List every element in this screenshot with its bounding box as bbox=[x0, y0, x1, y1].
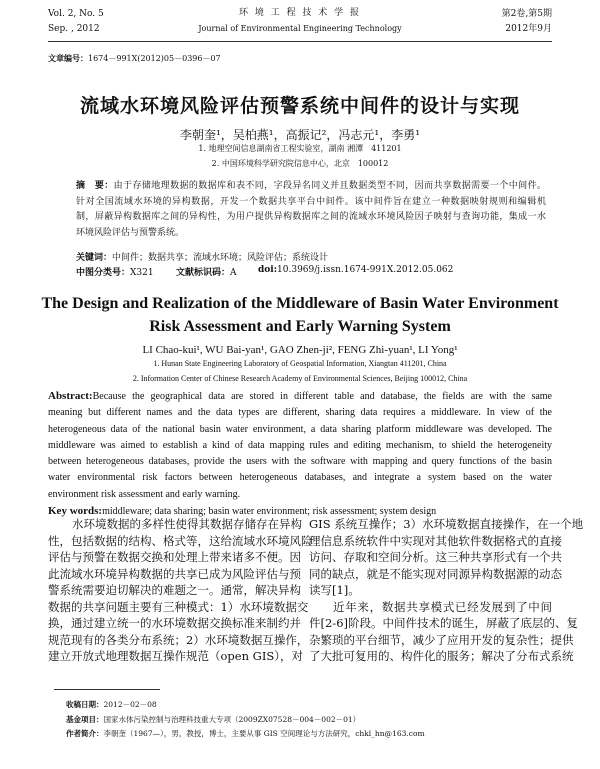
footnote-value: 李朝奎（1967—），男，教授，博士，主要从事 GIS 空间理论与方法研究，chkl_hn@163.com bbox=[103, 729, 425, 738]
body-line: 警系统需要迫切解决的难题之一。通常，解决异构 bbox=[48, 583, 301, 597]
body-line: GIS 系统互操作；3）水环境数据直接操作，在一个地 bbox=[309, 517, 584, 531]
body-column-right bbox=[309, 516, 584, 665]
title-en bbox=[0, 292, 600, 338]
abstract-en bbox=[48, 388, 552, 520]
footnote-label: 作者简介： bbox=[66, 729, 104, 738]
date-cn: 2012年9月 bbox=[505, 24, 552, 34]
abstract-en-label: Abstract: bbox=[48, 390, 93, 402]
title-en-line-1: The Design and Realization of the Middleware of Basin Water Environment bbox=[41, 295, 559, 312]
footnote-received bbox=[66, 698, 425, 713]
doi-label: doi: bbox=[258, 265, 278, 275]
body-line: 建立开放式地理数据互操作规范（open GIS），对 bbox=[48, 649, 304, 663]
affiliation-en-1: 1. Hunan State Engineering Laboratory of Geospatial Information, Xiangtan 411201, China bbox=[153, 359, 447, 368]
body-line: 同的缺点，就是不能实现对同源异构数据源的动态 bbox=[309, 566, 562, 581]
body-column-left bbox=[48, 516, 313, 665]
abstract-cn-line: 制，屏蔽异构数据库之间的异构性，为用户提供异构数据库之间的流域水环境风险因子映射与查询功能，集成一水 bbox=[76, 212, 546, 222]
abstract-cn-label: 摘 要： bbox=[76, 181, 114, 191]
affiliation-en-2: 2. Information Center of Chinese Research Academy of Environmental Sciences, Beijing 100012, China bbox=[132, 374, 468, 383]
body-line: 规范现有的各类分布系统；2）水环境数据互操作， bbox=[48, 632, 309, 647]
body-line: 了大批可复用的、构件化的服务；解决了分布式系统 bbox=[309, 649, 574, 663]
keywords-cn-label: 关键词： bbox=[76, 253, 113, 263]
journal-name-en: Journal of Environmental Engineering Technology bbox=[198, 24, 402, 33]
footnotes bbox=[66, 698, 425, 742]
footnote-label: 收稿日期： bbox=[66, 700, 104, 709]
footnote-value: 国家水体污染控制与治理科技重大专项（2009ZX07528－004－002－01） bbox=[103, 714, 361, 724]
footnote-label: 基金项目： bbox=[66, 714, 104, 724]
body-line: 评估与预警在数据交换和处理上带来诸多不便。因 bbox=[48, 550, 301, 564]
footnote-rule bbox=[54, 689, 160, 690]
classification-label: 中图分类号： bbox=[76, 268, 131, 278]
keywords-en-value: middleware; data sharing; basin water environment; risk assessment; system design bbox=[102, 506, 437, 518]
authors-en: LI Chao-kui¹, WU Bai-yan¹, GAO Zhen-ji², FENG Zhi-yuan¹, LI Yong¹ bbox=[142, 344, 458, 356]
volume-en: Vol. 2, No. 5 bbox=[48, 9, 104, 19]
doi-value: 10.3969/j.issn.1674-991X.2012.05.062 bbox=[277, 265, 454, 275]
journal-name-cn: 环 境 工 程 技 术 学 报 bbox=[238, 8, 362, 18]
abstract-en-line: heterogeneous data of the national basin water environment, a data sharing platform middleware was developed. The bbox=[48, 423, 552, 435]
keywords-en-label: Key words: bbox=[48, 505, 103, 518]
abstract-cn-text: 由于存储地理数据的数据库和表不同，字段异名同义并且数据类型不同，因而共享数据需要一个中间件。 bbox=[113, 181, 546, 191]
body-line: 访问、存取和空间分析。这三种共享形式有一个共 bbox=[309, 550, 562, 564]
abstract-en-line: between heterogeneous databases, provide the users with the software with mapping and query functions of the basin bbox=[48, 456, 552, 468]
keywords-cn-value: 中间件；数据共享；流域水环境；风险评估；系统设计 bbox=[112, 253, 329, 263]
body-line: 读写[1]。 bbox=[309, 583, 360, 597]
abstract-cn-line bbox=[76, 179, 546, 195]
title-cn: 流域水环境风险评估预警系统中间件的设计与实现 bbox=[79, 95, 520, 117]
doc-code-label: 文献标识码： bbox=[176, 268, 231, 278]
body-line: 水环境数据的多样性使得其数据存储存在异构 bbox=[72, 517, 302, 531]
body-line: 杂繁琐的平台细节，减少了应用开发的复杂性；提供 bbox=[309, 632, 574, 647]
classification-value: X321 bbox=[130, 268, 154, 278]
article-number bbox=[48, 53, 221, 64]
article-number-value: 1674－991X(2012)05－0396－07 bbox=[88, 54, 221, 63]
abstract-en-line: environment risk assessment and early warning. bbox=[48, 488, 241, 500]
authors-cn: 李朝奎¹，吴柏燕¹，高振记²，冯志元¹，李勇¹ bbox=[179, 128, 421, 142]
abstract-cn-line: 针对全国流域水环境的异构数据，开发一个数据共享平台中间件。该中间件旨在建立一种数据映射规则和编辑机 bbox=[76, 196, 546, 207]
abstract-en-line bbox=[48, 388, 552, 405]
body-line: 数据的共享问题主要有三种模式：1）水环境数据交 bbox=[48, 599, 309, 614]
footnote-funding bbox=[66, 713, 425, 728]
abstract-cn-line: 环境风险评估与预警系统。 bbox=[76, 227, 185, 238]
footnote-author bbox=[66, 727, 425, 742]
header-rule bbox=[48, 41, 552, 42]
title-en-line-2: Risk Assessment and Early Warning System bbox=[149, 318, 451, 335]
footnote-value: 2012－02－08 bbox=[103, 700, 157, 709]
article-number-label: 文章编号： bbox=[48, 53, 88, 63]
abstract-cn bbox=[76, 179, 546, 241]
keywords-cn bbox=[76, 250, 328, 263]
doc-code-value: A bbox=[230, 268, 237, 278]
affiliation-cn-1: 1. 地理空间信息湖南省工程实验室，湖南 湘潭 411201 bbox=[198, 144, 402, 153]
affiliation-cn-2: 2. 中国环境科学研究院信息中心，北京 100012 bbox=[211, 159, 389, 168]
classification-line bbox=[76, 265, 546, 278]
volume-cn: 第2卷,第5期 bbox=[501, 9, 552, 19]
abstract-en-text: Because the geographical data are stored in different table and database, the fields are with the same bbox=[92, 391, 552, 402]
body-line: 换，通过建立统一的水环境数据交换标准来制约并 bbox=[48, 616, 301, 630]
date-en: Sep. , 2012 bbox=[48, 24, 100, 34]
abstract-en-line: water environmental risk factors between heterogeneous databases, and integrate a system based on the water bbox=[48, 472, 552, 484]
body-line: 近年来，数据共享模式已经发展到了中间 bbox=[333, 599, 552, 614]
body-line: 理信息系统软件中实现对其他软件数据格式的直接 bbox=[309, 533, 562, 548]
abstract-en-line: meaning but different names and the data types are different, sharing data requires a middleware. In view of the bbox=[48, 407, 552, 419]
body-line: 此流域水环境异构数据的共享已成为风险评估与预 bbox=[48, 566, 301, 581]
body-line: 性，包括数据的结构、格式等，这给流域水环境风险 bbox=[48, 533, 313, 548]
body-line: 件[2-6]阶段。中间件技术的诞生，屏蔽了底层的、复 bbox=[309, 616, 578, 630]
abstract-en-line: middleware was aimed to establish a kind of data mapping rules and editing mechanism, to shield the heterogeneity bbox=[48, 439, 552, 451]
